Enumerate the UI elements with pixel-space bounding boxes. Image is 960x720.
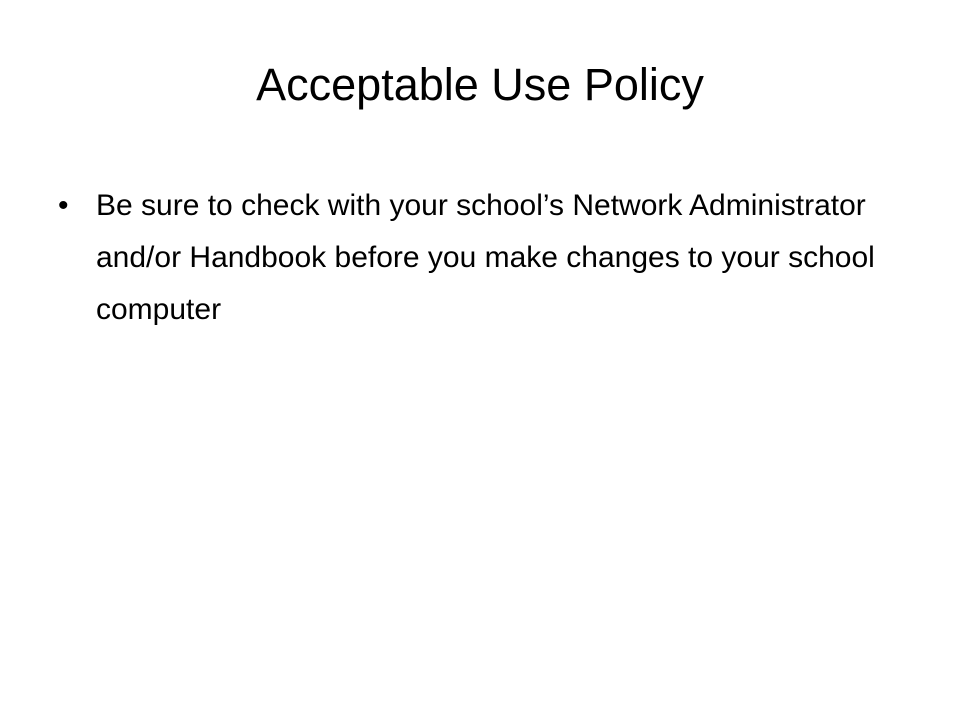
bullet-marker-icon: •: [58, 189, 69, 222]
bullet-list: [58, 180, 878, 336]
bullet-text: Be sure to check with your school’s Network Administrator and/or Handbook before you make changes to your school computer: [96, 189, 875, 326]
bullet-item: [58, 180, 878, 336]
slide-title: Acceptable Use Policy: [256, 59, 704, 110]
